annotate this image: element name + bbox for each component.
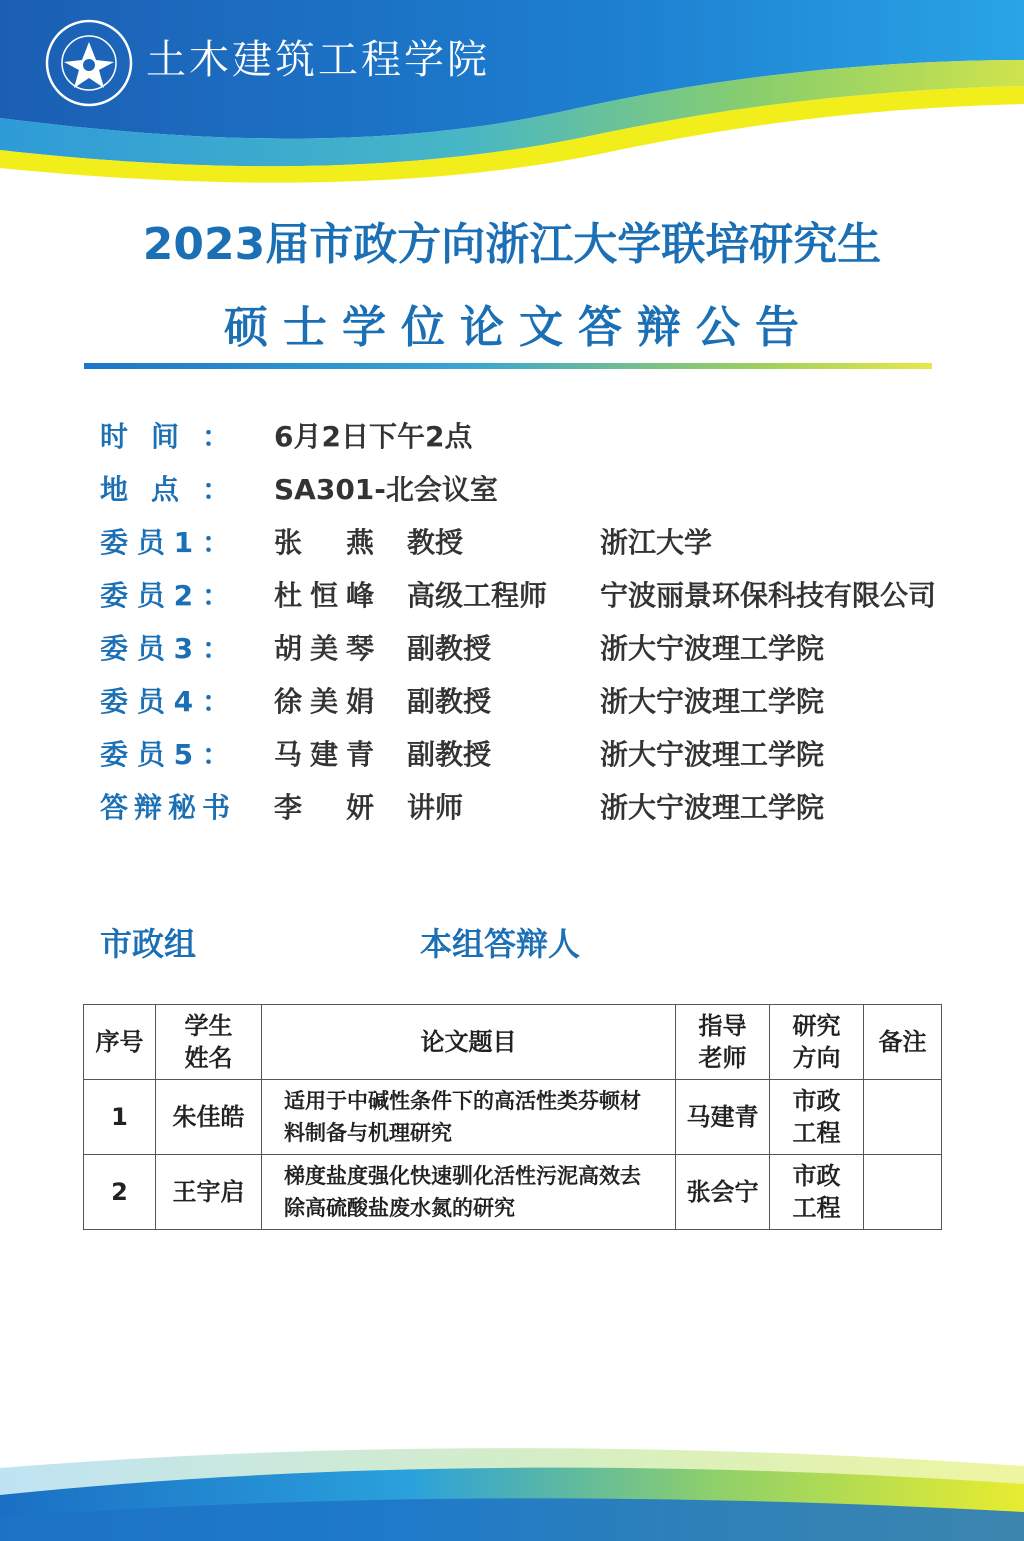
member-label: 委 员 5 ： (100, 738, 230, 771)
member-row (0, 682, 1024, 722)
group-label: 市政组 (100, 925, 197, 963)
school-name: 土木建筑工程学院 (146, 37, 490, 83)
header-topic: 论文题目 (262, 1005, 676, 1080)
member-label: 委 员 1 ： (100, 526, 230, 559)
member-org: 宁波丽景环保科技有限公司 (600, 579, 937, 612)
cell-advisor: 张会宁 (676, 1155, 770, 1230)
header-note: 备注 (864, 1005, 942, 1080)
place-label: 地 点 ： (100, 473, 230, 506)
member-name: 马 建 青 (274, 738, 374, 771)
member-row (0, 523, 1024, 563)
member-title: 教授 (407, 526, 464, 559)
table-row (84, 1155, 942, 1230)
title-divider (84, 363, 932, 369)
secretary-name: 李 妍 (274, 791, 374, 824)
member-label: 委 员 3 ： (100, 632, 230, 665)
cell-direction: 市政工程 (770, 1155, 864, 1230)
member-name: 胡 美 琴 (274, 632, 374, 665)
table-row (84, 1080, 942, 1155)
member-org: 浙大宁波理工学院 (600, 738, 825, 771)
header-student: 学生姓名 (156, 1005, 262, 1080)
table-header-row (84, 1005, 942, 1080)
member-org: 浙大宁波理工学院 (600, 685, 825, 718)
member-row (0, 576, 1024, 616)
time-label: 时 间 ： (100, 420, 230, 453)
notice-title-line2: 硕士学位论文答辩公告 (224, 302, 814, 353)
group-sub-label: 本组答辩人 (420, 925, 581, 963)
secretary-title: 讲师 (407, 791, 464, 824)
defense-table (83, 1004, 942, 1230)
member-title: 副教授 (407, 738, 492, 771)
university-logo (44, 18, 134, 108)
cell-advisor: 马建青 (676, 1080, 770, 1155)
member-name: 杜 恒 峰 (274, 579, 374, 612)
time-value: 6月2日下午2点 (274, 420, 473, 453)
header-direction: 研究方向 (770, 1005, 864, 1080)
cell-note (864, 1080, 942, 1155)
cell-student: 王宇启 (156, 1155, 262, 1230)
member-label: 委 员 4 ： (100, 685, 230, 718)
member-name: 张 燕 (274, 526, 374, 559)
member-org: 浙江大学 (600, 526, 713, 559)
bottom-banner (0, 1440, 1024, 1541)
secretary-org: 浙大宁波理工学院 (600, 791, 825, 824)
cell-topic: 适用于中碱性条件下的高活性类芬顿材料制备与机理研究 (262, 1080, 676, 1155)
cell-student: 朱佳皓 (156, 1080, 262, 1155)
member-org: 浙大宁波理工学院 (600, 632, 825, 665)
secretary-label: 答 辩 秘 书 (100, 791, 230, 824)
notice-title-line1: 2023届市政方向浙江大学联培研究生 (142, 219, 882, 270)
place-value: SA301-北会议室 (274, 473, 498, 506)
cell-note (864, 1155, 942, 1230)
member-row (0, 629, 1024, 669)
cell-topic: 梯度盐度强化快速驯化活性污泥高效去除高硫酸盐废水氮的研究 (262, 1155, 676, 1230)
member-title: 高级工程师 (407, 579, 548, 612)
member-label: 委 员 2 ： (100, 579, 230, 612)
info-row-place (0, 470, 1024, 510)
member-title: 副教授 (407, 632, 492, 665)
header-advisor: 指导老师 (676, 1005, 770, 1080)
member-name: 徐 美 娟 (274, 685, 374, 718)
cell-direction: 市政工程 (770, 1080, 864, 1155)
header-no: 序号 (84, 1005, 156, 1080)
cell-no: 1 (84, 1080, 156, 1155)
member-title: 副教授 (407, 685, 492, 718)
secretary-row (0, 788, 1024, 828)
info-row-time (0, 417, 1024, 457)
cell-no: 2 (84, 1155, 156, 1230)
member-row (0, 735, 1024, 775)
